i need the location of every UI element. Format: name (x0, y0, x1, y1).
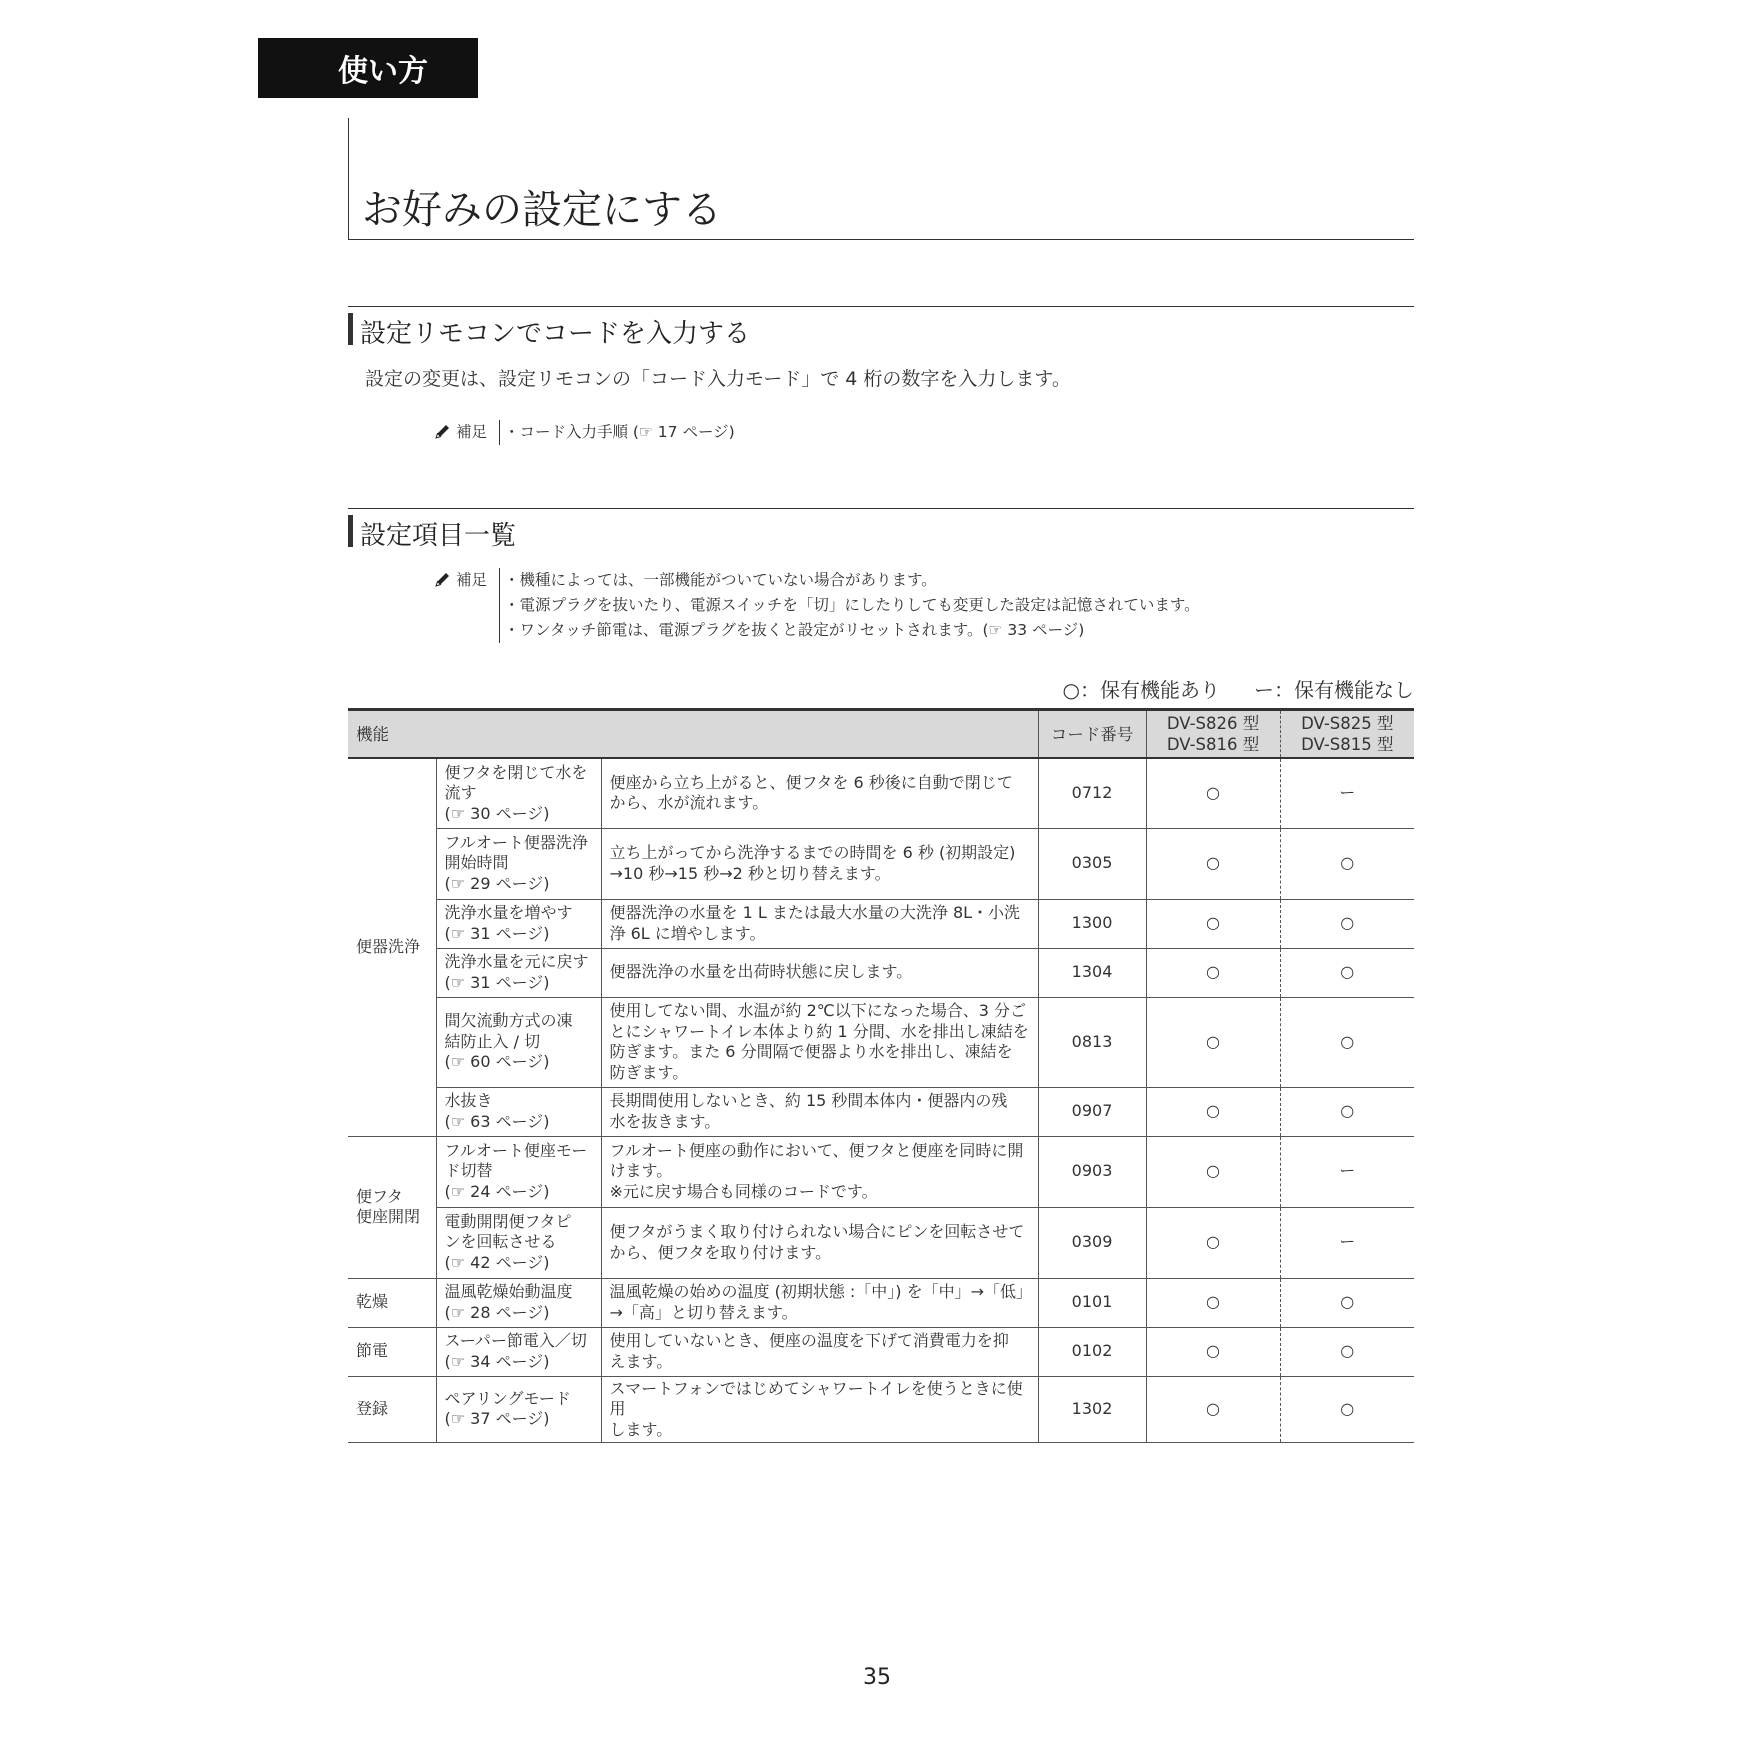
function-name-cell-line: ンを回転させる (444, 1232, 557, 1252)
section-heading-settings-list (348, 508, 1414, 551)
function-name-cell-line: 水抜き (444, 1091, 493, 1110)
category-cell (348, 758, 436, 1136)
function-name-cell-line: (☞ 31 ページ) (444, 923, 550, 943)
function-name-cell-line: 温風乾燥始動温度 (444, 1282, 573, 1301)
description-cell-line: 便器洗浄の水量を 1 L または最大水量の大洗浄 8L・小洗 (609, 903, 1021, 922)
function-name-cell (436, 758, 601, 828)
description-cell-line: →「高」と切り替えます。 (609, 1302, 798, 1322)
category-cell (348, 1376, 436, 1443)
code-cell-line: 0907 (1071, 1101, 1113, 1121)
model-b-availability (1280, 1207, 1414, 1278)
model-a-availability-line: ○ (1206, 1031, 1221, 1051)
header-model-a-line2: DV-S816 型 (1166, 735, 1260, 754)
function-name-cell-line: (☞ 28 ページ) (444, 1302, 550, 1322)
category-line: 便フタ (356, 1186, 403, 1206)
function-name-cell (436, 828, 601, 899)
code-cell (1038, 758, 1146, 828)
model-b-availability-line: ○ (1340, 1101, 1355, 1121)
category-cell (348, 1136, 436, 1278)
note-label (434, 568, 487, 590)
page-number: 35 (863, 1665, 891, 1690)
header-model-b (1280, 710, 1414, 759)
model-b-availability-line: ○ (1340, 913, 1355, 933)
legend-none: ー：保有機能なし (1254, 678, 1414, 702)
header-model-a (1146, 710, 1280, 759)
description-cell-line: 便フタがうまく取り付けられない場合にピンを回転させて (609, 1222, 1025, 1241)
function-name-cell (436, 1376, 601, 1443)
code-cell-line: 0102 (1071, 1341, 1113, 1361)
code-cell (1038, 1136, 1146, 1207)
model-b-availability (1280, 1278, 1414, 1327)
table-row (348, 997, 1414, 1087)
model-a-availability (1146, 1136, 1280, 1207)
description-cell-line: 便座から立ち上がると、便フタを 6 秒後に自動で閉じて (609, 772, 1013, 792)
model-b-availability-line: ー (1339, 1232, 1356, 1252)
model-a-availability (1146, 1207, 1280, 1278)
model-b-availability-line: ○ (1340, 1341, 1355, 1361)
model-a-availability-line: ○ (1206, 1161, 1221, 1181)
table-row (348, 1278, 1414, 1327)
code-cell-line: 0813 (1071, 1031, 1113, 1051)
description-cell-line: します。 (609, 1419, 673, 1439)
model-b-availability (1280, 1376, 1414, 1443)
page-title: お好みの設定にする (362, 187, 722, 233)
description-cell (601, 1327, 1038, 1376)
function-name-cell (436, 899, 601, 948)
model-b-availability (1280, 828, 1414, 899)
description-cell-line: とにシャワートイレ本体より約 1 分間、水を排出し凍結を (609, 1021, 1029, 1041)
description-cell-line: 防ぎます。 (609, 1062, 689, 1082)
code-cell-line: 0101 (1071, 1292, 1113, 1312)
description-cell-line: 防ぎます。また 6 分間隔で便器より水を排出し、凍結を (609, 1042, 1013, 1061)
section-heading-remote-code (348, 306, 1414, 349)
code-cell-line: 0309 (1071, 1232, 1113, 1252)
model-a-availability-line: ○ (1206, 1101, 1221, 1121)
legend (1029, 674, 1414, 703)
description-cell (601, 828, 1038, 899)
note-item: ・ワンタッチ節電は、電源プラグを抜くと設定がリセットされます。(☞ 33 ページ) (504, 621, 1085, 639)
table-row (348, 828, 1414, 899)
code-cell-line: 0903 (1071, 1161, 1113, 1181)
table-row (348, 758, 1414, 828)
header-model-b-line2: DV-S815 型 (1301, 735, 1394, 754)
code-cell-line: 1304 (1071, 962, 1113, 982)
note-list (499, 420, 735, 445)
code-cell (1038, 1207, 1146, 1278)
model-a-availability (1146, 948, 1280, 997)
category-cell (348, 1278, 436, 1327)
function-name-cell-line: (☞ 31 ページ) (444, 972, 550, 992)
model-a-availability (1146, 1376, 1280, 1443)
category-cell (348, 1327, 436, 1376)
model-a-availability (1146, 828, 1280, 899)
category-line: 便座開閉 (356, 1207, 421, 1226)
description-cell (601, 1376, 1038, 1443)
table-row (348, 1327, 1414, 1376)
model-a-availability-line: ○ (1206, 783, 1221, 802)
model-a-availability (1146, 1278, 1280, 1327)
note-item: ・コード入力手順 (☞ 17 ページ) (504, 423, 735, 441)
function-name-cell-line: 流す (444, 783, 477, 802)
table-header-row (348, 710, 1414, 759)
model-b-availability-line: ○ (1340, 1399, 1355, 1418)
code-cell (1038, 1087, 1146, 1136)
code-cell-line: 1302 (1071, 1399, 1113, 1418)
code-cell (1038, 828, 1146, 899)
function-name-cell-line: (☞ 24 ページ) (444, 1181, 550, 1201)
model-b-availability-line: ー (1339, 1161, 1356, 1181)
model-b-availability (1280, 1327, 1414, 1376)
model-a-availability-line: ○ (1206, 962, 1221, 982)
model-b-availability-line: ○ (1340, 1292, 1355, 1312)
model-a-availability (1146, 758, 1280, 828)
table-row (348, 1087, 1414, 1136)
code-cell-line: 1300 (1071, 913, 1113, 933)
note-label (434, 420, 487, 442)
function-name-cell-line: 洗浄水量を増やす (444, 903, 573, 922)
description-cell-line: 立ち上がってから洗浄するまでの時間を 6 秒 (初期設定) (609, 843, 1016, 862)
model-b-availability (1280, 1087, 1414, 1136)
description-cell-line: けます。 (609, 1161, 673, 1181)
model-b-availability (1280, 899, 1414, 948)
settings-table (348, 708, 1414, 1443)
category-line: 乾燥 (356, 1292, 389, 1312)
category-line: 節電 (356, 1341, 389, 1361)
header-function: 機能 (348, 710, 1038, 759)
legend-has: ○：保有機能あり (1062, 678, 1220, 702)
description-cell (601, 899, 1038, 948)
model-a-availability-line: ○ (1206, 1341, 1221, 1361)
table-row (348, 948, 1414, 997)
description-cell-line: 使用してない間、水温が約 2℃以下になった場合、3 分ご (609, 1001, 1027, 1020)
model-a-availability (1146, 997, 1280, 1087)
description-cell-line: →10 秒→15 秒→2 秒と切り替えます。 (609, 863, 891, 883)
description-cell (601, 1207, 1038, 1278)
function-name-cell (436, 1327, 601, 1376)
intro-text: 設定の変更は、設定リモコンの「コード入力モード」で 4 桁の数字を入力します。 (365, 368, 1071, 390)
function-name-cell-line: (☞ 63 ページ) (444, 1111, 550, 1131)
model-a-availability (1146, 899, 1280, 948)
function-name-cell (436, 997, 601, 1087)
model-b-availability (1280, 1136, 1414, 1207)
model-b-availability (1280, 997, 1414, 1087)
function-name-cell-line: 結防止入 / 切 (444, 1031, 541, 1051)
pencil-icon (434, 570, 452, 588)
description-cell-line: 便器洗浄の水量を出荷時状態に戻します。 (609, 962, 913, 982)
description-cell-line: 長期間使用しないとき、約 15 秒間本体内・便器内の残 (609, 1091, 1008, 1110)
function-name-cell-line: (☞ 60 ページ) (444, 1052, 550, 1072)
note-label-text: 補足 (456, 571, 488, 589)
function-name-cell (436, 1207, 601, 1278)
category-line: 登録 (356, 1399, 389, 1418)
note-item: ・機種によっては、一部機能がついていない場合があります。 (504, 571, 937, 589)
heading-bar (348, 313, 353, 345)
description-cell-line: から、水が流れます。 (609, 793, 769, 813)
function-name-cell-line: スーパー節電入／切 (444, 1331, 587, 1350)
pencil-icon (434, 422, 452, 440)
model-b-availability-line: ○ (1340, 1031, 1355, 1051)
description-cell-line: 浄 6L に増やします。 (609, 923, 766, 943)
description-cell-line: 水を抜きます。 (609, 1111, 721, 1131)
section-heading-text: 設定リモコンでコードを入力する (360, 319, 751, 349)
code-cell (1038, 1327, 1146, 1376)
description-cell (601, 997, 1038, 1087)
function-name-cell-line: 開始時間 (444, 853, 509, 873)
code-cell-line: 0712 (1071, 783, 1113, 802)
description-cell (601, 758, 1038, 828)
section-heading-text: 設定項目一覧 (360, 521, 517, 551)
description-cell-line: フルオート便座の動作において、便フタと便座を同時に開 (609, 1140, 1024, 1160)
header-model-a-line1: DV-S826 型 (1166, 714, 1260, 733)
note-item: ・電源プラグを抜いたり、電源スイッチを「切」にしたりしても変更した設定は記憶されています。 (504, 596, 1200, 614)
function-name-cell (436, 1136, 601, 1207)
code-cell (1038, 1278, 1146, 1327)
table-row (348, 899, 1414, 948)
heading-bar (348, 515, 353, 547)
code-cell (1038, 997, 1146, 1087)
description-cell-line: えます。 (609, 1351, 673, 1371)
header-code: コード番号 (1038, 710, 1146, 759)
description-cell-line: 使用していないとき、便座の温度を下げて消費電力を抑 (609, 1331, 1009, 1350)
note-label-text: 補足 (456, 423, 488, 441)
description-cell (601, 1087, 1038, 1136)
model-a-availability-line: ○ (1206, 1292, 1221, 1312)
header-model-b-line1: DV-S825 型 (1301, 714, 1394, 733)
note-list (499, 568, 1200, 643)
model-b-availability-line: ー (1339, 783, 1356, 802)
model-a-availability-line: ○ (1206, 1399, 1221, 1418)
function-name-cell-line: (☞ 34 ページ) (444, 1351, 550, 1371)
table-row (348, 1136, 1414, 1207)
description-cell-line: から、便フタを取り付けます。 (609, 1242, 832, 1262)
function-name-cell (436, 948, 601, 997)
function-name-cell-line: 電動開閉便フタピ (444, 1211, 572, 1231)
description-cell (601, 1136, 1038, 1207)
function-name-cell-line: ペアリングモード (444, 1388, 571, 1408)
function-name-cell-line: (☞ 29 ページ) (444, 873, 550, 893)
code-cell (1038, 1376, 1146, 1443)
function-name-cell-line: (☞ 42 ページ) (444, 1252, 550, 1272)
model-a-availability (1146, 1087, 1280, 1136)
model-a-availability (1146, 1327, 1280, 1376)
category-line: 便器洗浄 (356, 937, 421, 956)
function-name-cell-line: 間欠流動方式の凍 (444, 1011, 573, 1031)
model-a-availability-line: ○ (1206, 913, 1221, 933)
model-a-availability-line: ○ (1206, 1232, 1221, 1252)
function-name-cell (436, 1087, 601, 1136)
function-name-cell-line: フルオート便器洗浄 (444, 832, 588, 852)
code-cell (1038, 948, 1146, 997)
function-name-cell (436, 1278, 601, 1327)
description-cell-line: 温風乾燥の始めの温度 (初期状態 :「中」) を「中」→「低」 (609, 1282, 1033, 1301)
model-b-availability-line: ○ (1340, 962, 1355, 982)
code-cell (1038, 899, 1146, 948)
description-cell-line: スマートフォンではじめてシャワートイレを使うときに使用 (609, 1378, 1023, 1418)
model-b-availability (1280, 948, 1414, 997)
model-b-availability (1280, 758, 1414, 828)
description-cell (601, 1278, 1038, 1327)
table-row (348, 1376, 1414, 1443)
function-name-cell-line: ド切替 (444, 1161, 493, 1181)
function-name-cell-line: 洗浄水量を元に戻す (444, 952, 589, 971)
section-tab-label: 使い方 (258, 38, 478, 98)
description-cell (601, 948, 1038, 997)
function-name-cell-line: フルオート便座モー (444, 1140, 588, 1160)
model-b-availability-line: ○ (1340, 853, 1355, 873)
model-a-availability-line: ○ (1206, 853, 1221, 873)
code-cell-line: 0305 (1071, 853, 1113, 873)
function-name-cell-line: 便フタを閉じて水を (444, 762, 588, 782)
function-name-cell-line: (☞ 30 ページ) (444, 803, 550, 823)
description-cell-line: ※元に戻す場合も同様のコードです。 (609, 1181, 878, 1201)
table-row (348, 1207, 1414, 1278)
function-name-cell-line: (☞ 37 ページ) (444, 1409, 550, 1429)
